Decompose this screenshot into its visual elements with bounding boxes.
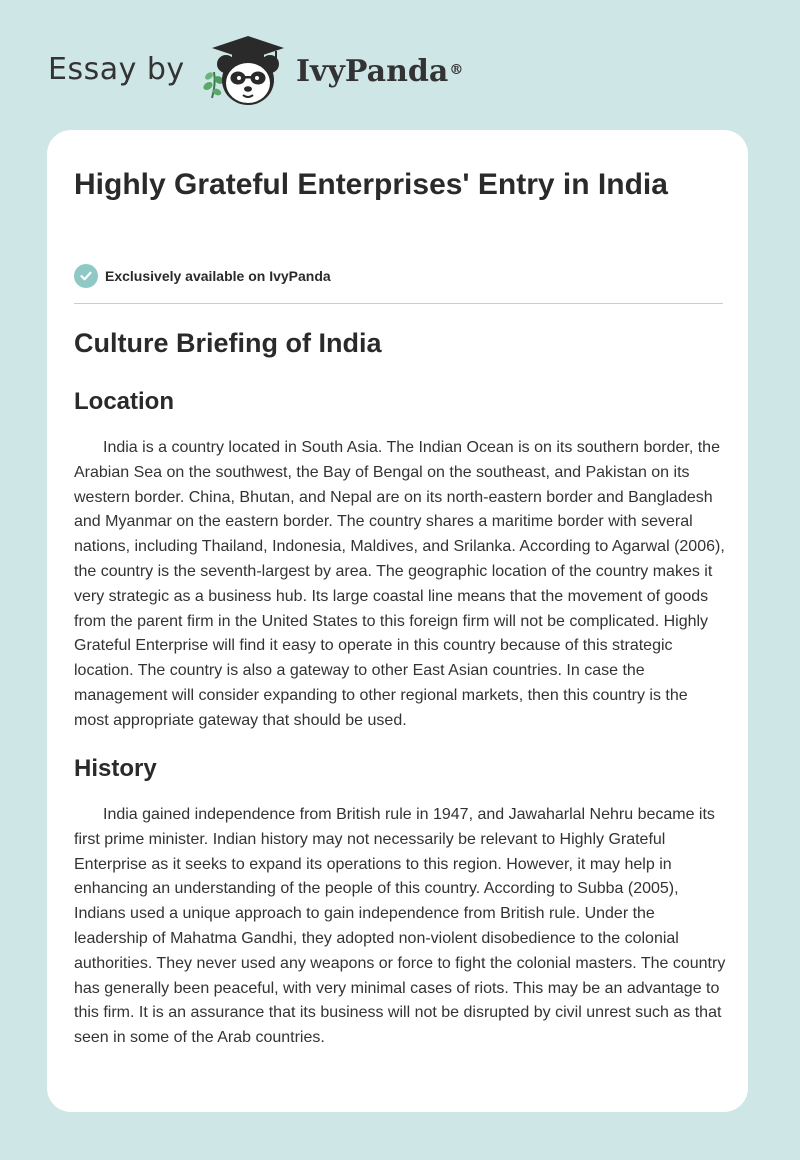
article-title: Highly Grateful Enterprises' Entry in India bbox=[74, 168, 668, 201]
section-heading: Culture Briefing of India bbox=[74, 328, 382, 358]
subsection-heading-location: Location bbox=[74, 388, 174, 415]
registered-mark: ® bbox=[449, 62, 464, 78]
essay-by-label: Essay by bbox=[48, 52, 185, 87]
panda-graduate-logo-icon[interactable] bbox=[202, 34, 288, 110]
brand-text: IvyPanda bbox=[296, 54, 449, 89]
divider bbox=[74, 303, 723, 304]
brand-name[interactable] bbox=[296, 54, 463, 90]
checkmark-icon bbox=[74, 264, 98, 288]
paragraph-location: India is a country located in South Asia. The Indian Ocean is on its southern border, the Arabian Sea on the southwest, the Bay of Bengal on the southeast, and Pakistan on its western border. China, Bhutan, and Nepal are on its north-eastern border and Bangladesh and Myanmar on the eastern border. The country shares a maritime border with several nations, including Thailand, Indonesia, Maldives, and Srilanka. According to Agarwal (2006), the country is the seventh-largest by area. The geographic location of the country makes it very strategic as a business hub. Its large coastal line means that the movement of goods from the parent firm in the United States to this foreign firm will not be complicated. Highly Grateful Enterprise will find it easy to operate in this country because of this strategic location. The country is also a gateway to other East Asian countries. In case the management will consider expanding to other regional markets, then this country is the most appropriate gateway that should be used. bbox=[74, 439, 725, 729]
exclusive-badge bbox=[74, 264, 331, 288]
article-card bbox=[47, 130, 748, 1112]
site-header bbox=[48, 30, 508, 110]
exclusive-label: Exclusively available on IvyPanda bbox=[105, 268, 331, 284]
paragraph-history: India gained independence from British rule in 1947, and Jawaharlal Nehru became its first prime minister. Indian history may not necessarily be relevant to Highly Grateful Enterprise as it seeks to expand its operations to this region. However, it may help in enhancing an understanding of the people of this country. According to Subba (2005), Indians used a unique approach to gain independence from British rule. Under the leadership of Mahatma Gandhi, they adopted non-violent disobedience to the colonial authorities. They never used any weapons or force to fight the colonial masters. The country has generally been peaceful, with very minimal cases of riots. This may be an advantage to this firm. It is an assurance that its business will not be disrupted by civil unrest such as that seen in some of the Arab countries. bbox=[74, 806, 726, 1047]
subsection-heading-history: History bbox=[74, 755, 157, 782]
